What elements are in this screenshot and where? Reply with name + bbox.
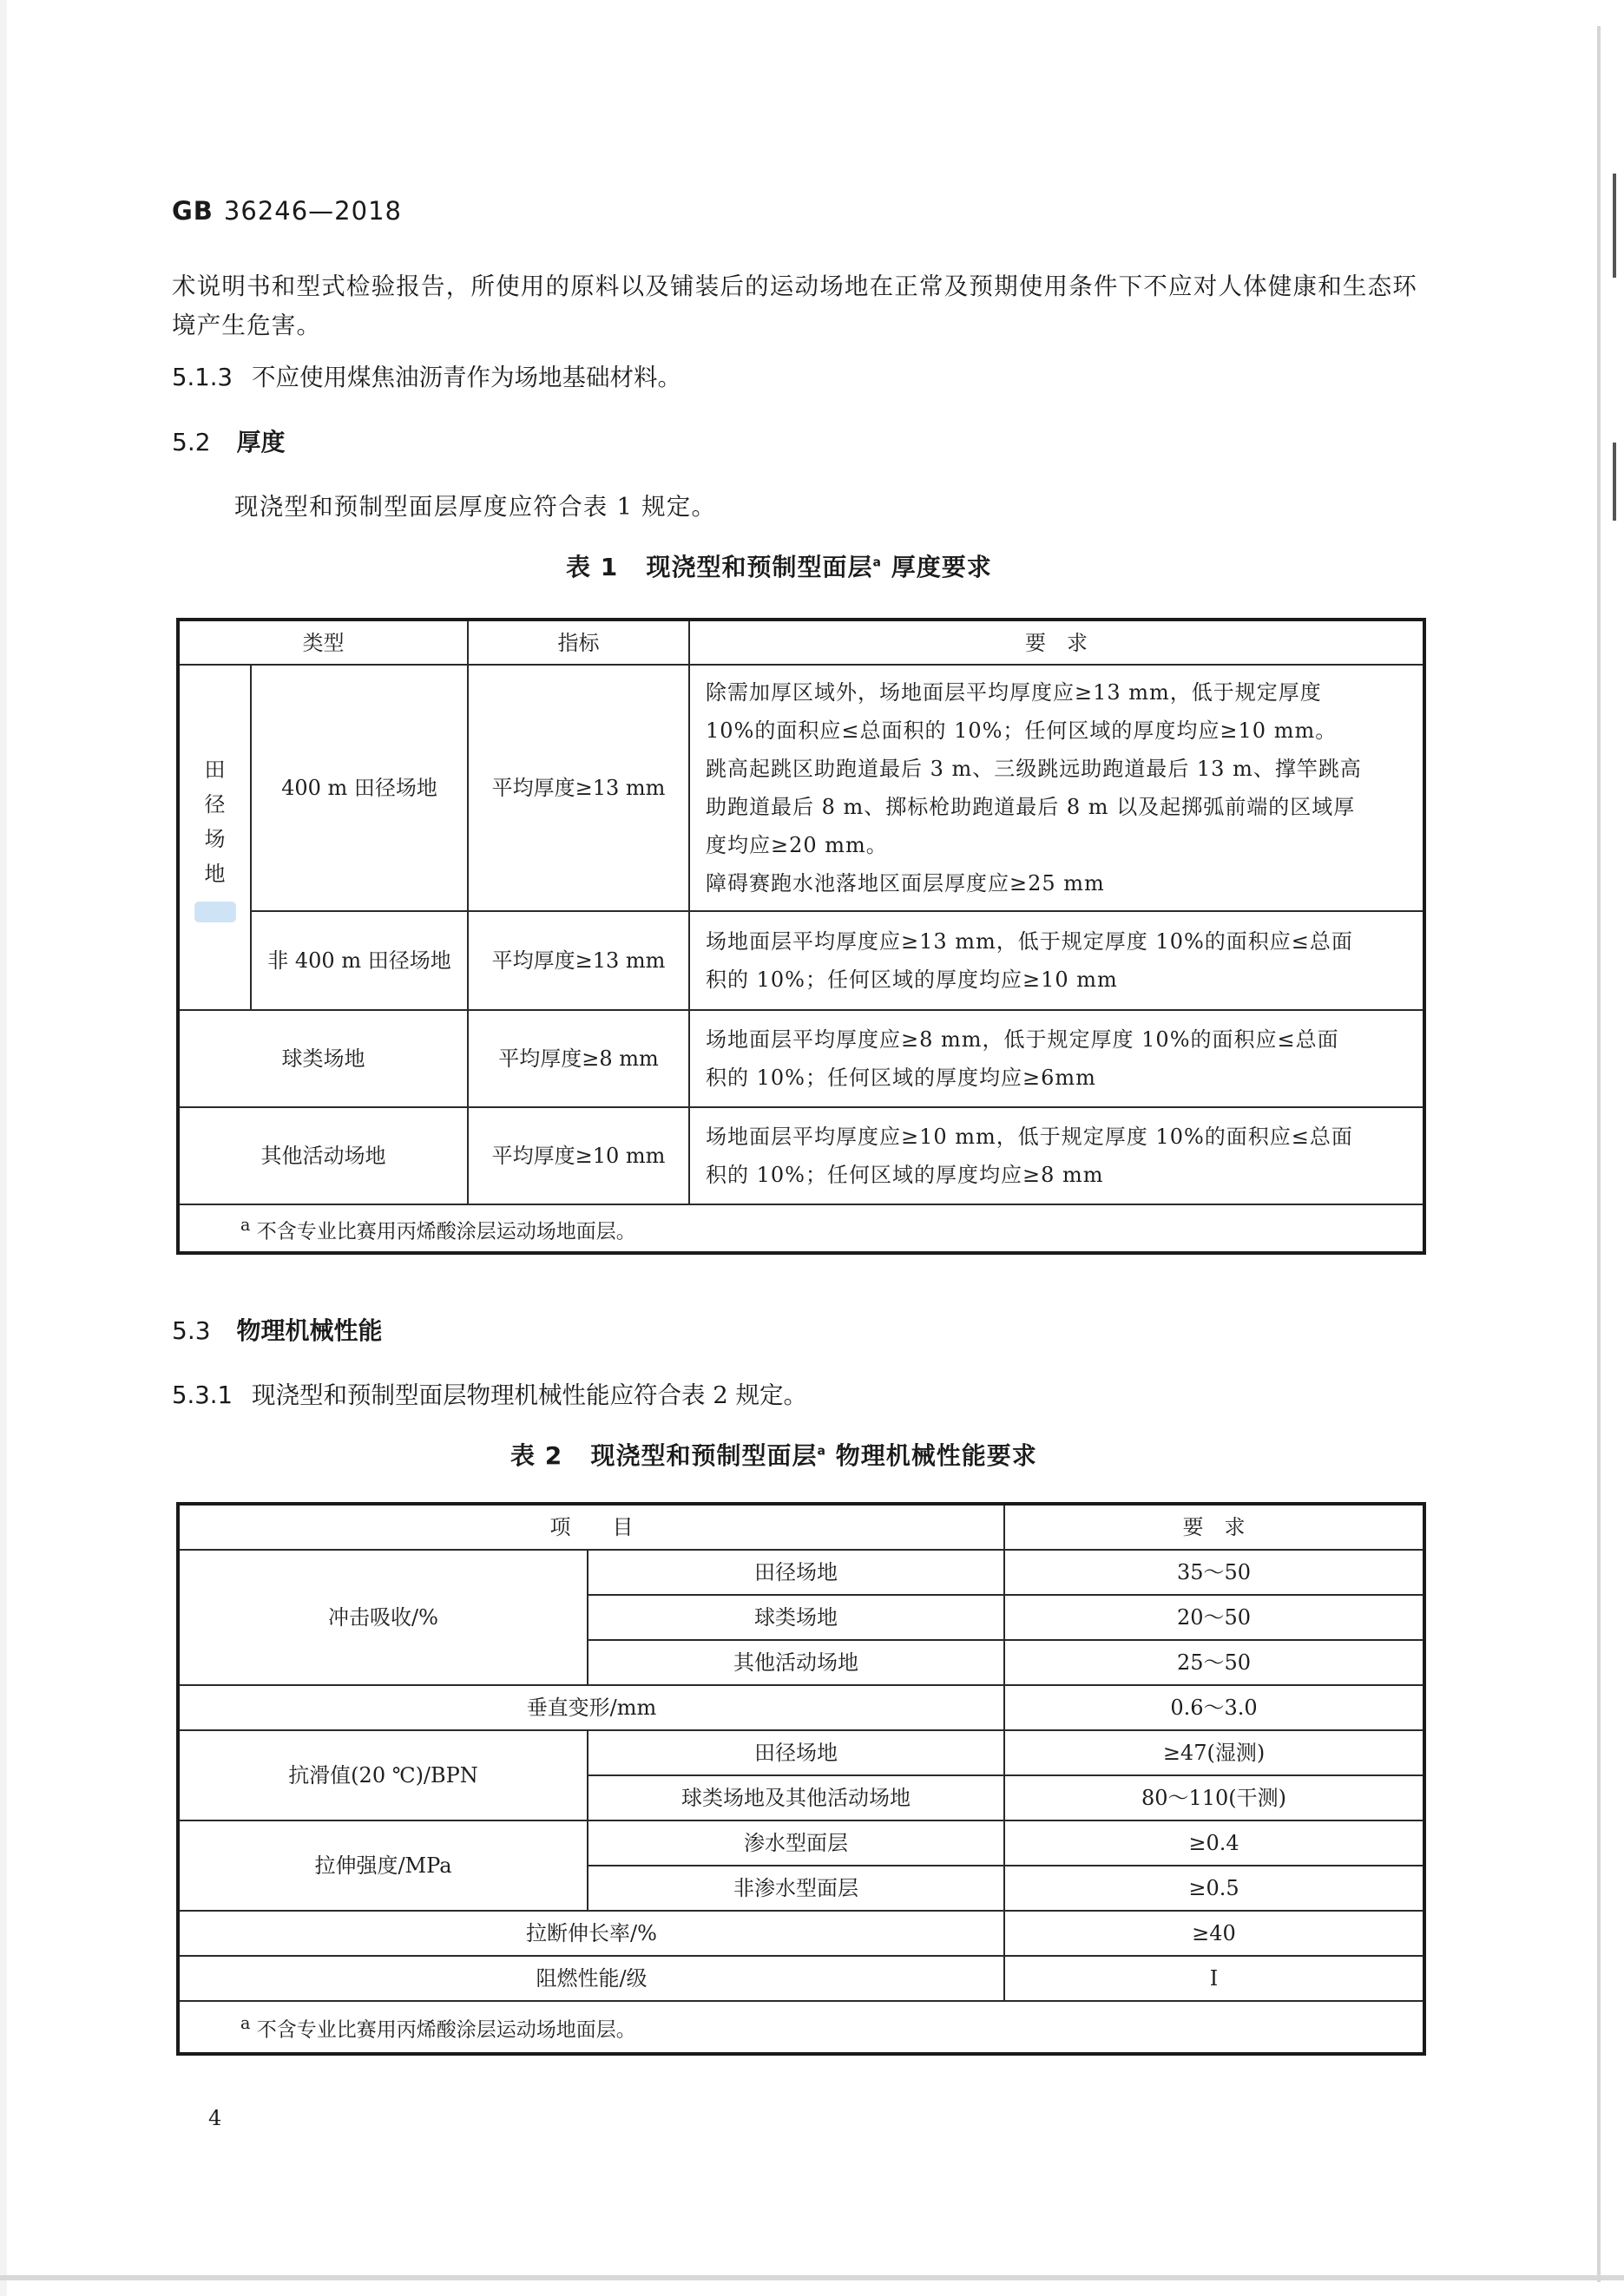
type-cell: 其他活动场地 <box>178 1107 468 1204</box>
requirement-cell <box>689 665 1424 911</box>
caption-main: 现浇型和预制型面层 <box>646 553 873 581</box>
value-cell: ≥0.5 <box>1004 1866 1424 1911</box>
section-5-2-paragraph: 现浇型和预制型面层厚度应符合表 1 规定。 <box>234 493 717 521</box>
type-cell: 球类场地 <box>178 1010 468 1107</box>
footnote-text: 不含专业比赛用丙烯酸涂层运动场地面层。 <box>256 2018 636 2042</box>
requirement-line: 场地面层平均厚度应≥8 mm，低于规定厚度 10%的面积应≤总面 <box>706 1027 1339 1052</box>
page-right-edge <box>1597 26 1601 2282</box>
value-cell: Ⅰ <box>1004 1956 1424 2001</box>
caption-prefix: 表 2 <box>510 1441 563 1470</box>
section-title: 物理机械性能 <box>236 1316 383 1345</box>
type-cell: 非 400 m 田径场地 <box>251 911 468 1010</box>
footnote-row <box>178 1204 1424 1253</box>
scan-edge-mark <box>1613 174 1616 278</box>
group-label: 田径场地 <box>204 758 226 886</box>
value-cell: ≥0.4 <box>1004 1820 1424 1866</box>
page-number: 4 <box>208 2106 222 2130</box>
table-row <box>178 1550 1424 1595</box>
table-row <box>178 1730 1424 1775</box>
header-index: 指标 <box>468 620 689 665</box>
caption-main: 现浇型和预制型面层 <box>590 1441 818 1470</box>
page-left-shadow <box>0 0 7 2296</box>
standard-header <box>172 196 402 226</box>
property-cell: 拉伸强度/MPa <box>178 1820 588 1911</box>
value-cell: 35～50 <box>1004 1550 1424 1595</box>
index-cell: 平均厚度≥13 mm <box>468 665 689 911</box>
section-5-3-heading <box>172 1312 383 1347</box>
index-cell: 平均厚度≥8 mm <box>468 1010 689 1107</box>
caption-end: 物理机械性能要求 <box>835 1441 1037 1470</box>
page-bottom-edge <box>0 2275 1624 2280</box>
requirement-line: 场地面层平均厚度应≥10 mm，低于规定厚度 10%的面积应≤总面 <box>706 1125 1353 1149</box>
table-row <box>178 1820 1424 1866</box>
requirement-cell <box>689 1107 1424 1204</box>
scan-stamp-mark <box>194 902 236 922</box>
table-2-caption <box>510 1437 1037 1472</box>
caption-superscript: a <box>817 1444 826 1459</box>
value-cell: 25～50 <box>1004 1640 1424 1685</box>
section-number: 5.3 <box>172 1316 211 1345</box>
property-cell: 垂直变形/mm <box>178 1685 1004 1730</box>
requirement-line: 积的 10%；任何区域的厚度均应≥6mm <box>706 1066 1096 1090</box>
table-row <box>178 1685 1424 1730</box>
group-cell <box>178 665 251 1010</box>
requirement-line: 场地面层平均厚度应≥13 mm，低于规定厚度 10%的面积应≤总面 <box>706 929 1353 954</box>
footnote-cell <box>178 2001 1424 2054</box>
footnote-text: 不含专业比赛用丙烯酸涂层运动场地面层。 <box>256 1220 636 1243</box>
requirement-line: 10%的面积应≤总面积的 10%；任何区域的厚度均应≥10 mm。 <box>706 718 1338 743</box>
section-number: 5.2 <box>172 428 211 456</box>
requirement-line: 积的 10%；任何区域的厚度均应≥10 mm <box>706 968 1118 992</box>
table-row <box>178 1010 1424 1107</box>
value-cell: 20～50 <box>1004 1595 1424 1640</box>
table-header-row <box>178 620 1424 665</box>
clause-text: 不应使用煤焦油沥青作为场地基础材料。 <box>251 364 681 391</box>
standard-prefix: GB <box>172 196 214 226</box>
clause-text: 现浇型和预制型面层物理机械性能应符合表 2 规定。 <box>251 1381 807 1409</box>
table-row <box>178 1956 1424 2001</box>
subitem-cell: 球类场地 <box>588 1595 1004 1640</box>
subitem-cell: 渗水型面层 <box>588 1820 1004 1866</box>
subitem-cell: 其他活动场地 <box>588 1640 1004 1685</box>
value-cell: ≥47(湿测) <box>1004 1730 1424 1775</box>
subitem-cell: 田径场地 <box>588 1550 1004 1595</box>
header-requirement: 要 求 <box>689 620 1424 665</box>
footnote-row <box>178 2001 1424 2054</box>
value-cell: ≥40 <box>1004 1911 1424 1956</box>
standard-number: 36246—2018 <box>223 196 402 226</box>
caption-superscript: a <box>872 555 882 570</box>
property-cell: 拉断伸长率/% <box>178 1911 1004 1956</box>
footnote-mark: a <box>240 2013 251 2033</box>
table-row <box>178 1107 1424 1204</box>
value-cell: 80～110(干测) <box>1004 1775 1424 1820</box>
clause-number: 5.3.1 <box>172 1381 233 1409</box>
subitem-cell: 球类场地及其他活动场地 <box>588 1775 1004 1820</box>
table-1-caption <box>566 548 992 583</box>
requirement-line: 度均应≥20 mm。 <box>706 833 888 857</box>
clause-5-1-3 <box>172 358 681 392</box>
header-type: 类型 <box>178 620 468 665</box>
requirement-cell <box>689 1010 1424 1107</box>
header-item: 项 目 <box>178 1504 1004 1550</box>
index-cell: 平均厚度≥10 mm <box>468 1107 689 1204</box>
footnote-mark: a <box>240 1214 251 1235</box>
index-cell: 平均厚度≥13 mm <box>468 911 689 1010</box>
thickness-table <box>176 618 1426 1255</box>
section-title: 厚度 <box>236 428 286 456</box>
property-cell: 冲击吸收/% <box>178 1550 588 1685</box>
footnote-cell <box>178 1204 1424 1253</box>
requirement-line: 除需加厚区域外，场地面层平均厚度应≥13 mm，低于规定厚度 <box>706 680 1322 705</box>
requirement-line: 跳高起跳区助跑道最后 3 m、三级跳远助跑道最后 13 m、撑竿跳高 <box>706 757 1362 781</box>
requirement-line: 障碍赛跑水池落地区面层厚度应≥25 mm <box>706 871 1105 895</box>
clause-5-3-1 <box>172 1375 807 1410</box>
type-cell: 400 m 田径场地 <box>251 665 468 911</box>
intro-paragraph: 术说明书和型式检验报告，所使用的原料以及铺装后的运动场地在正常及预期使用条件下不应对人体健康和生态环境产生危害。 <box>172 272 1417 339</box>
table-header-row <box>178 1504 1424 1550</box>
table-row <box>178 1911 1424 1956</box>
caption-prefix: 表 1 <box>566 553 619 581</box>
property-cell: 抗滑值(20 ℃)/BPN <box>178 1730 588 1820</box>
clause-number: 5.1.3 <box>172 364 233 391</box>
table-row <box>178 911 1424 1010</box>
scan-edge-mark <box>1613 443 1616 521</box>
header-requirement: 要 求 <box>1004 1504 1424 1550</box>
subitem-cell: 非渗水型面层 <box>588 1866 1004 1911</box>
section-5-2-heading <box>172 423 286 458</box>
requirement-cell <box>689 911 1424 1010</box>
requirement-line: 积的 10%；任何区域的厚度均应≥8 mm <box>706 1163 1104 1187</box>
value-cell: 0.6～3.0 <box>1004 1685 1424 1730</box>
table-row <box>178 665 1424 911</box>
mechanical-properties-table <box>176 1502 1426 2056</box>
subitem-cell: 田径场地 <box>588 1730 1004 1775</box>
property-cell: 阻燃性能/级 <box>178 1956 1004 2001</box>
caption-end: 厚度要求 <box>891 553 992 581</box>
requirement-line: 助跑道最后 8 m、掷标枪助跑道最后 8 m 以及起掷弧前端的区域厚 <box>706 795 1356 819</box>
